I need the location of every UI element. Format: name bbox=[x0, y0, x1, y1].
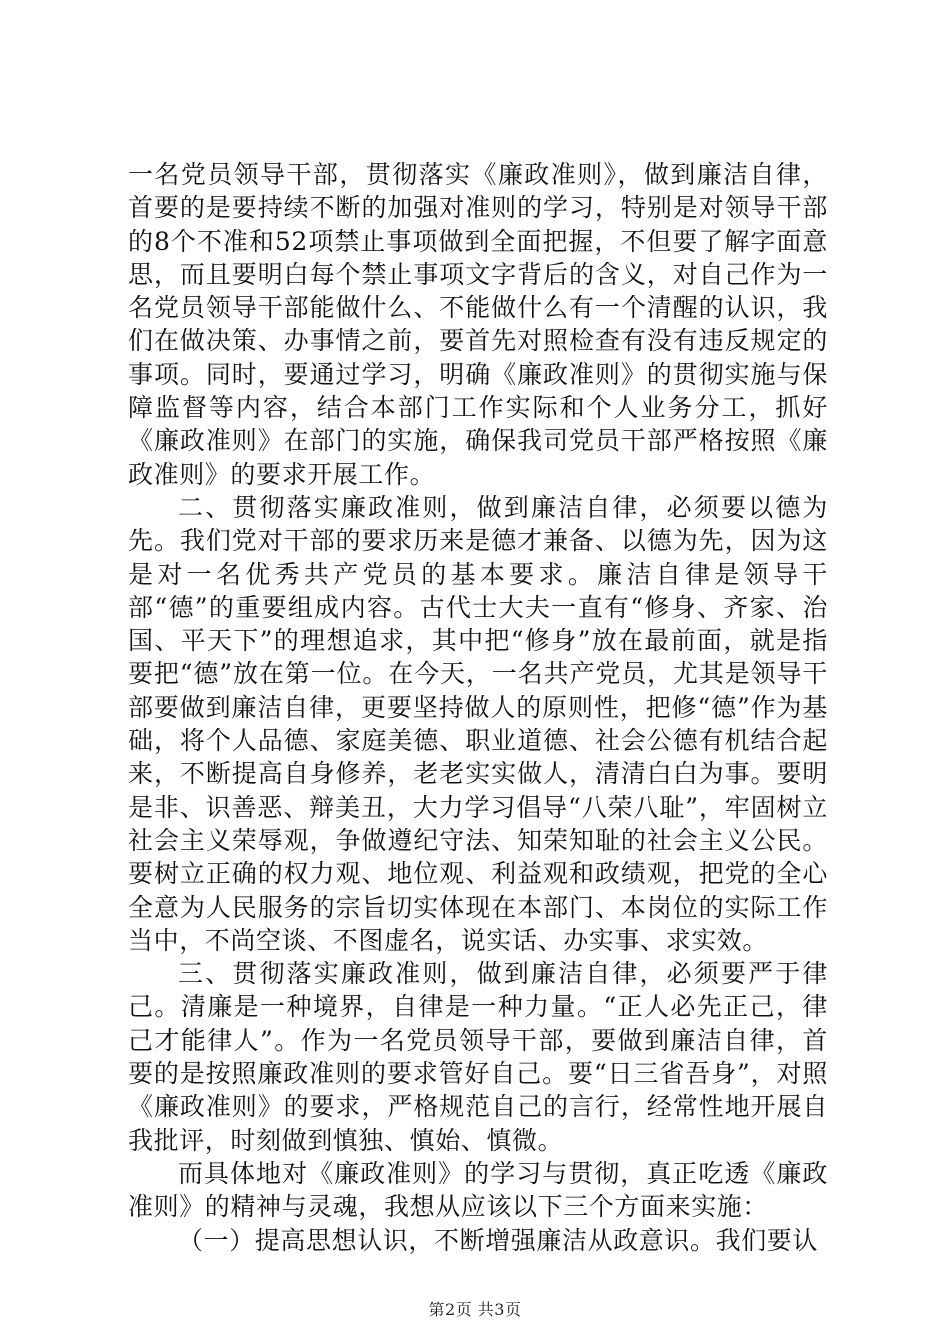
page-footer: 第2页 共3页 bbox=[428, 1300, 522, 1319]
paragraph-4: 而具体地对《廉政准则》的学习与贯彻，真正吃透《廉政准则》的精神与灵魂，我想从应该以下三个方面来实施： bbox=[128, 1158, 828, 1222]
paragraph-3: 三、贯彻落实廉政准则，做到廉洁自律，必须要严于律己。清廉是一种境界，自律是一种力量。“正人必先正己，律己才能律人”。作为一名党员领导干部，要做到廉洁自律，首要的是按照廉政准则的要求管好自己。要“日三省吾身”，对照《廉政准则》的要求，严格规范自己的言行，经常性地开展自我批评，时刻做到慎独、慎始、慎微。 bbox=[128, 959, 828, 1155]
paragraph-1: 一名党员领导干部，贯彻落实《廉政准则》，做到廉洁自律，首要的是要持续不断的加强对准则的学习，特别是对领导干部的8个不准和52项禁止事项做到全面把握，不但要了解字面意思，而且要明白每个禁止事项文字背后的含义，对自己作为一名党员领导干部能做什么、不能做什么有一个清醒的认识，我们在做决策、办事情之前，要首先对照检查有没有违反规定的事项。同时，要通过学习，明确《廉政准则》的贯彻实施与保障监督等内容，结合本部门工作实际和个人业务分工，抓好《廉政准则》在部门的实施，确保我司党员干部严格按照《廉政准则》的要求开展工作。 bbox=[128, 160, 828, 489]
paragraph-5: （一）提高思想认识，不断增强廉洁从政意识。我们要认 bbox=[178, 1225, 819, 1255]
document-body bbox=[128, 158, 828, 1257]
paragraph-2: 二、贯彻落实廉政准则，做到廉洁自律，必须要以德为先。我们党对干部的要求历来是德才兼备、以德为先，因为这是对一名优秀共产党员的基本要求。廉洁自律是领导干部“德”的重要组成内容。古代士大夫一直有“修身、齐家、治国、平天下”的理想追求，其中把“修身”放在最前面，就是指要把“德”放在第一位。在今天，一名共产党员，尤其是领导干部要做到廉洁自律，更要坚持做人的原则性，把修“德”作为基础，将个人品德、家庭美德、职业道德、社会公德有机结合起来，不断提高自身修养，老老实实做人，清清白白为事。要明是非、识善恶、辩美丑，大力学习倡导“八荣八耻”，牢固树立社会主义荣辱观，争做遵纪守法、知荣知耻的社会主义公民。要树立正确的权力观、地位观、利益观和政绩观，把党的全心全意为人民服务的宗旨切实体现在本部门、本岗位的实际工作当中，不尚空谈、不图虚名，说实话、办实事、求实效。 bbox=[128, 492, 828, 955]
